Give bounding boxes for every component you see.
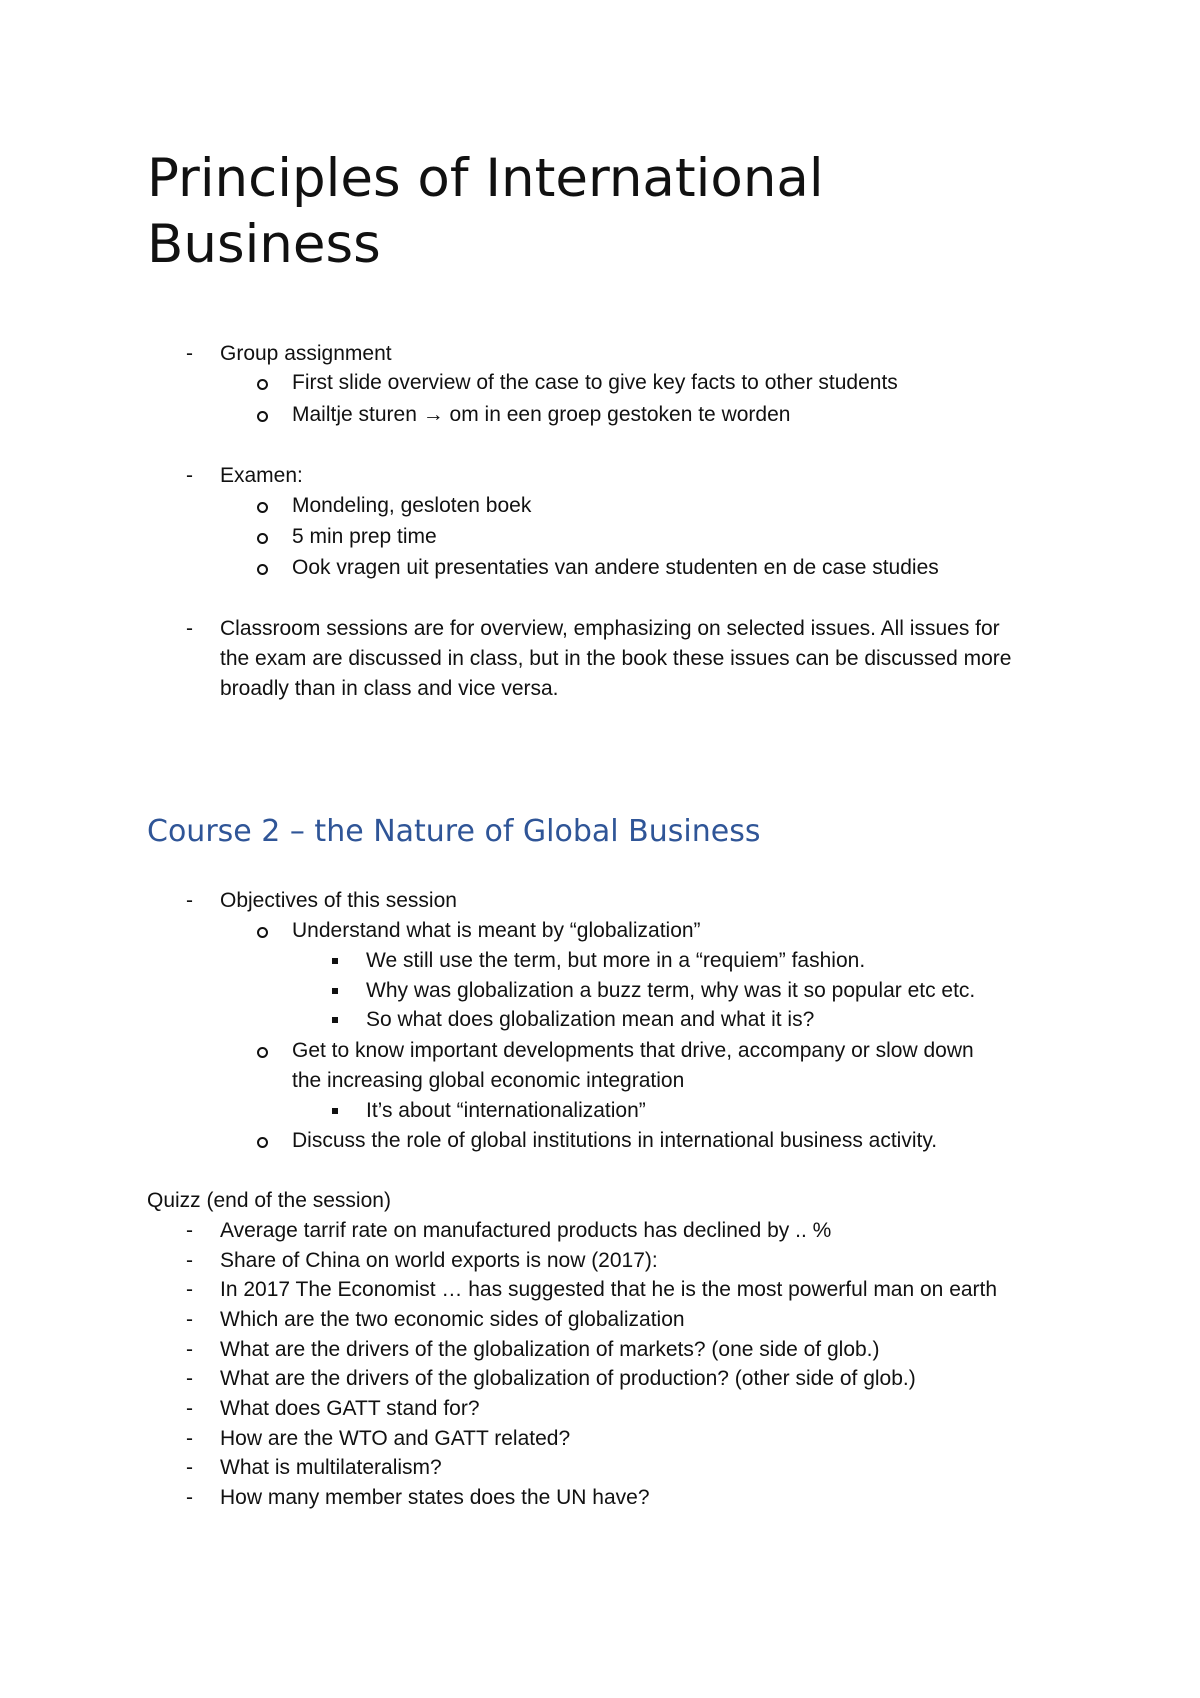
quiz-item: What are the drivers of the globalization of production? (other side of glob.)	[220, 1367, 916, 1390]
square-bullet	[332, 958, 338, 964]
dash-bullet: -	[186, 1278, 193, 1301]
course-2-heading: Course 2 – the Nature of Global Business	[147, 814, 761, 849]
dash-bullet: -	[186, 1367, 193, 1390]
quiz-item: Which are the two economic sides of globalization	[220, 1308, 685, 1331]
group-assignment-label: Group assignment	[220, 342, 392, 365]
circle-bullet	[257, 1137, 268, 1148]
dash-bullet: -	[186, 1397, 193, 1420]
dash-bullet: -	[186, 1427, 193, 1450]
quiz-item: What are the drivers of the globalization of markets? (one side of glob.)	[220, 1338, 880, 1361]
quiz-heading: Quizz (end of the session)	[147, 1189, 391, 1212]
sub-item: Why was globalization a buzz term, why was it so popular etc etc.	[366, 979, 976, 1002]
dash-bullet: -	[186, 1338, 193, 1361]
list-item: Ook vragen uit presentaties van andere studenten en de case studies	[292, 556, 939, 579]
document-title	[147, 146, 1047, 278]
circle-bullet	[257, 1047, 268, 1058]
quiz-item: How are the WTO and GATT related?	[220, 1427, 571, 1450]
square-bullet	[332, 988, 338, 994]
quiz-item: What does GATT stand for?	[220, 1397, 480, 1420]
list-item: Mailtje sturen → om in een groep gestoken te worden	[292, 403, 791, 426]
dash-bullet: -	[186, 1249, 193, 1272]
dash-bullet: -	[186, 617, 193, 640]
square-bullet	[332, 1108, 338, 1114]
list-item: Mondeling, gesloten boek	[292, 494, 532, 517]
circle-bullet	[257, 502, 268, 513]
quiz-item: How many member states does the UN have?	[220, 1486, 650, 1509]
quiz-item: What is multilateralism?	[220, 1456, 442, 1479]
circle-bullet	[257, 379, 268, 390]
objectives-label: Objectives of this session	[220, 889, 457, 912]
objective-item-continued: the increasing global economic integration	[292, 1069, 685, 1092]
circle-bullet	[257, 411, 268, 422]
circle-bullet	[257, 564, 268, 575]
classroom-line-2: the exam are discussed in class, but in the book these issues can be discussed more	[220, 647, 1012, 670]
objective-item: Get to know important developments that drive, accompany or slow down	[292, 1039, 974, 1062]
title-line-2: Business	[147, 214, 381, 275]
list-item: First slide overview of the case to give key facts to other students	[292, 371, 898, 394]
dash-bullet: -	[186, 889, 193, 912]
square-bullet	[332, 1017, 338, 1023]
classroom-line-1: Classroom sessions are for overview, emphasizing on selected issues. All issues for	[220, 617, 1000, 640]
objective-item: Discuss the role of global institutions in international business activity.	[292, 1129, 938, 1152]
circle-bullet	[257, 927, 268, 938]
examen-label: Examen:	[220, 464, 303, 487]
sub-item: We still use the term, but more in a “requiem” fashion.	[366, 949, 866, 972]
quiz-item: Share of China on world exports is now (2017):	[220, 1249, 658, 1272]
dash-bullet: -	[186, 464, 193, 487]
list-item: 5 min prep time	[292, 525, 437, 548]
sub-item: So what does globalization mean and what it is?	[366, 1008, 815, 1031]
dash-bullet: -	[186, 342, 193, 365]
dash-bullet: -	[186, 1486, 193, 1509]
quiz-item: Average tarrif rate on manufactured products has declined by .. %	[220, 1219, 832, 1242]
classroom-line-3: broadly than in class and vice versa.	[220, 677, 559, 700]
dash-bullet: -	[186, 1219, 193, 1242]
dash-bullet: -	[186, 1308, 193, 1331]
dash-bullet: -	[186, 1456, 193, 1479]
objective-item: Understand what is meant by “globalization”	[292, 919, 701, 942]
sub-item: It’s about “internationalization”	[366, 1099, 646, 1122]
title-line-1: Principles of International	[147, 148, 824, 209]
circle-bullet	[257, 533, 268, 544]
quiz-item: In 2017 The Economist … has suggested that he is the most powerful man on earth	[220, 1278, 998, 1301]
